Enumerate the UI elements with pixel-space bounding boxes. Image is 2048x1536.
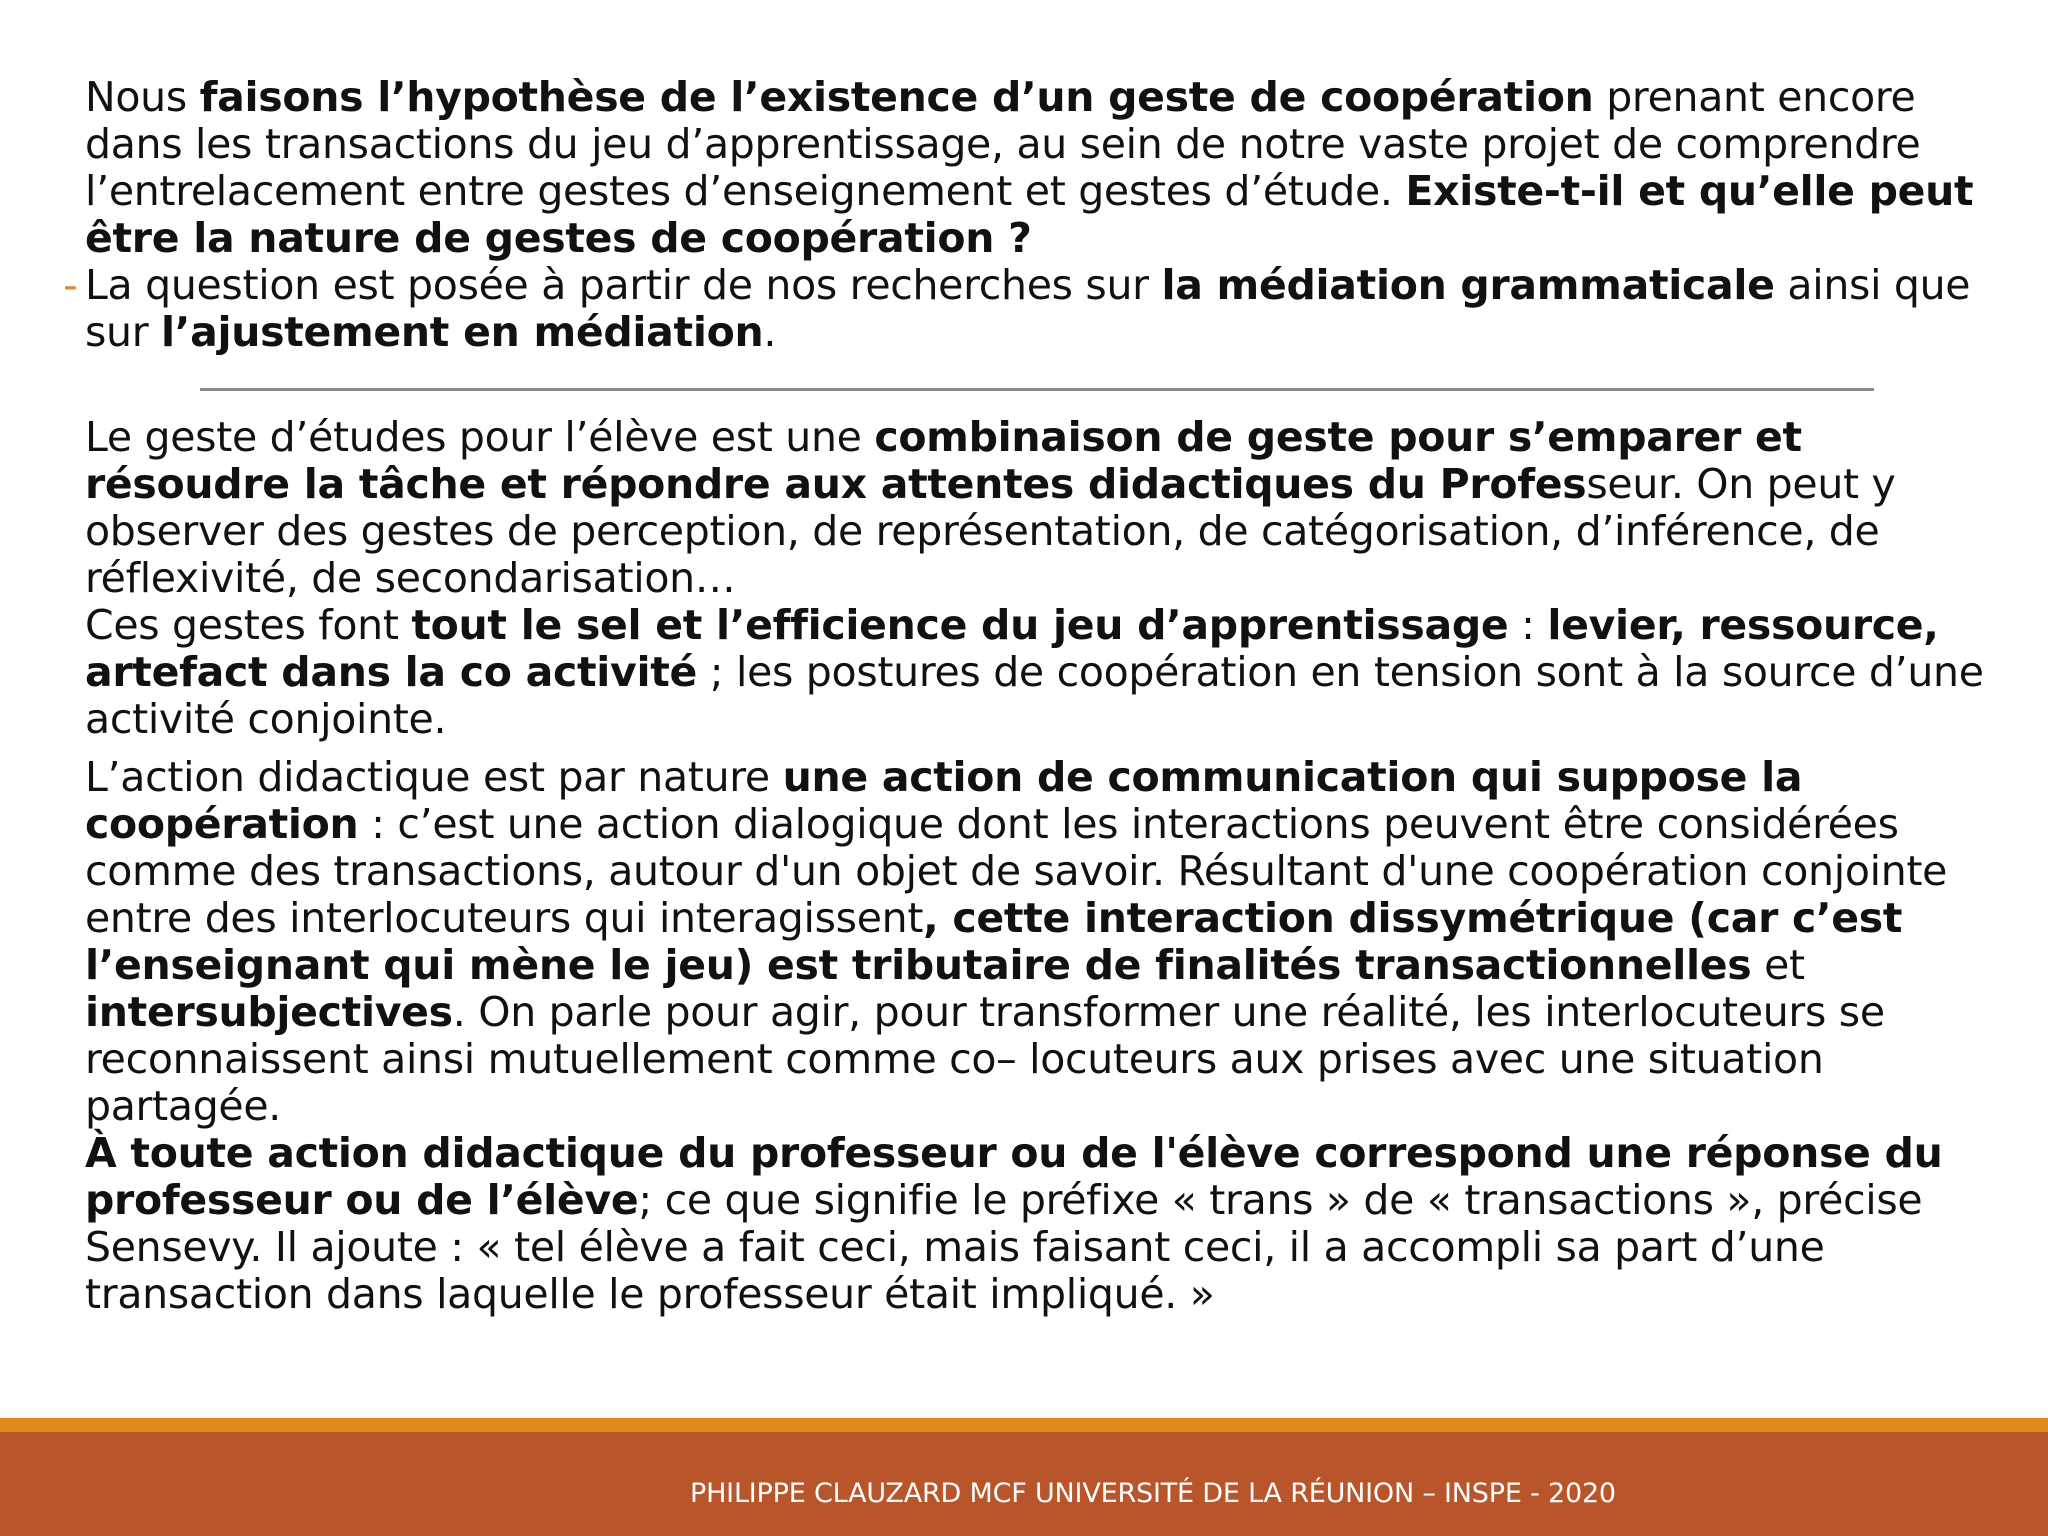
run: Nous [85, 73, 200, 121]
run-bold: tout le sel et l’efficience du jeu d’apprentissage [411, 601, 1509, 649]
run: La question est posée à partir de nos recherches sur [85, 261, 1162, 309]
run: L’action didactique est par nature [85, 753, 783, 801]
run: ; les postures de coopération en tension sont à la source d’une activité conjointe. [85, 648, 1984, 743]
paragraph-hypothesis [85, 74, 2005, 262]
run: ; ce que signifie le préfixe « trans » de « transactions », précise Sensevy. Il ajoute : « tel élève a fait ceci, mais faisant ceci, il a accompli sa part d’une transaction dans laquelle le professeur était impliqué. » [85, 1176, 1923, 1318]
run-bold: Existe-t-il et qu’elle peut être la nature de gestes de coopération ? [85, 167, 1974, 262]
run-bold: combinaison de geste pour s’emparer et résoudre la tâche et répondre aux attentes didactiques du Profes [85, 413, 1802, 508]
run: Ces gestes font [85, 601, 412, 649]
run-bold: À toute action didactique du professeur ou de l'élève correspond une réponse du professeur ou de l’élève [85, 1129, 1943, 1224]
footer-accent-bar [0, 1418, 2048, 1432]
run: . On parle pour agir, pour transformer une réalité, les interlocuteurs se reconnaissent ainsi mutuellement comme co– locuteurs aux prises avec une situation partagée. [85, 988, 1885, 1130]
run-bold: une action de communication qui suppose la coopération [85, 753, 1803, 848]
run: et [1751, 941, 1805, 989]
paragraph-geste-etudes [85, 414, 2005, 602]
paragraph-action-didactique [85, 754, 2005, 1130]
paragraph-question-bullet [63, 261, 2005, 356]
run: Le geste d’études pour l’élève est une [85, 413, 875, 461]
footer-credit: PHILIPPE CLAUZARD MCF UNIVERSITÉ DE LA RÉUNION – INSPE - 2020 [690, 1478, 1616, 1509]
run: seur. On peut y observer des gestes de perception, de représentation, de catégorisation, d’inférence, de réflexivité, de secondarisation… [85, 460, 1896, 602]
run: : [1508, 601, 1548, 649]
run: : c’est une action dialogique dont les interactions peuvent être considérées comme des transactions, autour d'un objet de savoir. Résultant d'une coopération conjointe entre des interlocuteurs qui interagissent [85, 800, 1948, 942]
run-bold: faisons l’hypothèse de l’existence d’un geste de coopération [199, 73, 1594, 121]
paragraph-transaction [85, 1130, 2005, 1318]
run-bold: levier, ressource, artefact dans la co activité [85, 601, 1939, 696]
run: . [763, 308, 777, 356]
run: ainsi que sur [85, 261, 1971, 356]
bullet-dash: - [63, 261, 78, 309]
run-bold: l’ajustement en médiation [161, 308, 764, 356]
run-bold: intersubjectives [85, 988, 453, 1036]
section-divider [200, 388, 1874, 391]
run: prenant encore dans les transactions du jeu d’apprentissage, au sein de notre vaste projet de comprendre l’entrelacement entre gestes d’enseignement et gestes d’étude. [85, 73, 1921, 215]
run-bold: , cette interaction dissymétrique (car c’est l’enseignant qui mène le jeu) est tributaire de finalités transactionnelles [85, 894, 1903, 989]
paragraph-ces-gestes [85, 602, 2005, 743]
run-bold: la médiation grammaticale [1161, 261, 1775, 309]
